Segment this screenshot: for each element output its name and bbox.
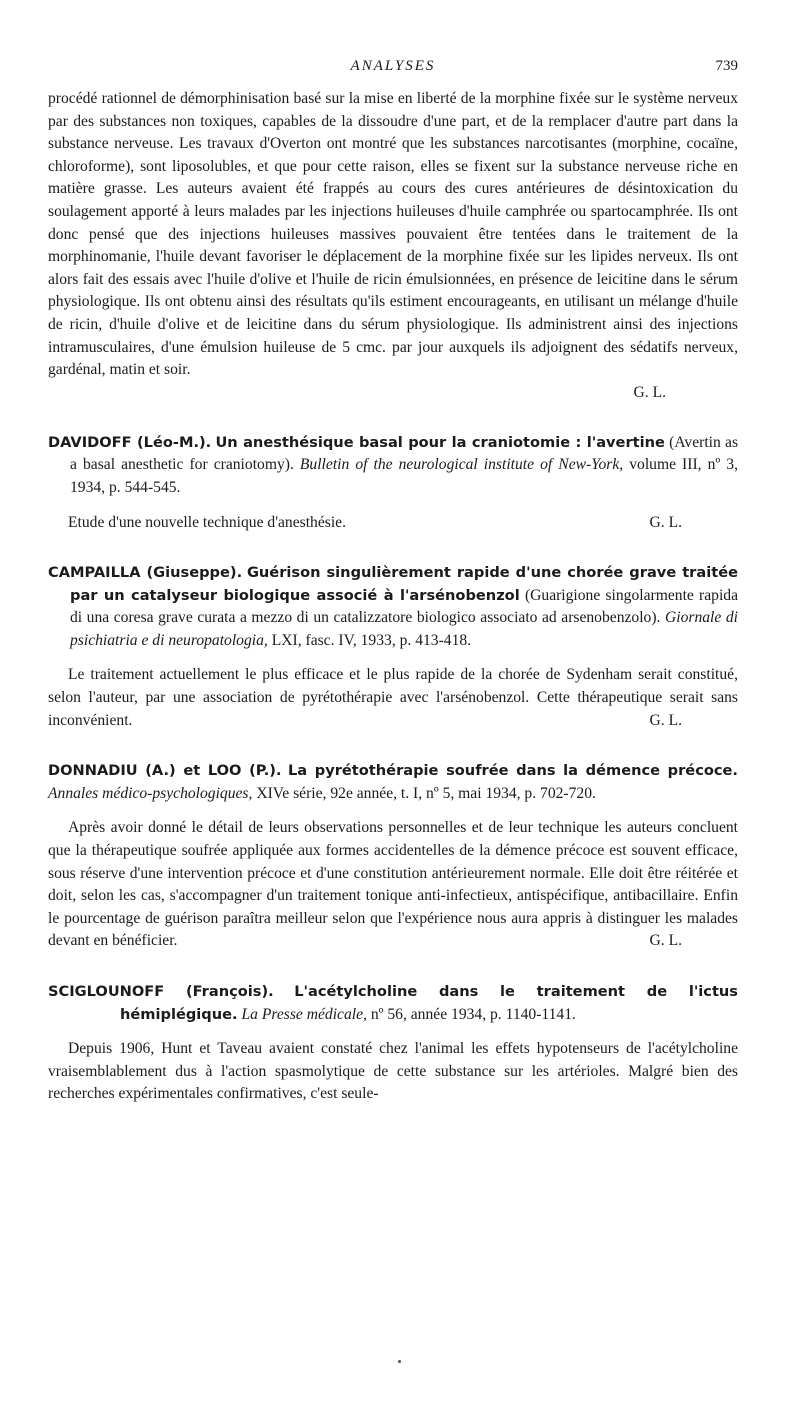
entry-title: La pyrétothérapie soufrée dans la démence précoce. <box>287 762 738 780</box>
entry-author: DAVIDOFF (Léo-M.). <box>48 433 212 451</box>
entry-donnadiu-loo <box>48 760 738 953</box>
entry-sciglounoff <box>48 981 738 1106</box>
running-header <box>48 58 738 88</box>
entry-title: Un anesthésique basal pour la craniotomie : l'avertine <box>215 433 665 451</box>
page-number: 739 <box>715 58 738 74</box>
entry-author: SCIGLOUNOFF (François). <box>48 983 274 1000</box>
entry-original-title: (Guarigione singolarmente rapida di una coresa grave curata a mezzo di un catalizzatore biologico associato ad arsenobenzolo). <box>70 586 738 627</box>
entry-title: L'acétylcholine dans le traitement de l'ictus hémiplégique. <box>120 983 738 1023</box>
entry-details: nº 56, année 1934, p. 1140-1141. <box>370 1005 576 1023</box>
page <box>48 58 738 1106</box>
entry-journal: La Presse médicale, <box>241 1005 367 1023</box>
entry-details: XIVe série, 92e année, t. I, nº 5, mai 1934, p. 702-720. <box>256 784 596 802</box>
entry-author: DONNADIU (A.) et LOO (P.). <box>48 762 282 780</box>
entry-summary: Depuis 1906, Hunt et Taveau avaient constaté chez l'animal les effets hypotenseurs de l'acétylcholine vraisemblablement dus à l'action spasmolytique de cette substance sur les artérioles. Malgré bien des recherches expérimentales confirmatives, c'est seule- <box>48 1040 738 1103</box>
print-speck <box>398 1360 401 1363</box>
entry-summary: Après avoir donné le détail de leurs observations personnelles et de leur technique les auteurs concluent que la thérapeutique soufrée appliquée aux formes accidentelles de la démence précoce est souvent efficace, sous réserve d'une intervention précoce et d'une constitution antérieurement normale. Elle doit être réitérée et doit, selon les cas, s'accompagner d'un traitement tonique anti-infectieux, antispécifique, antibacillaire. Enfin le pourcentage de guérison paraîtra meilleur selon que l'expérience nous aura appris à distinguer les malades devant en bénéficier. G. L. <box>48 817 738 953</box>
entry-author: CAMPAILLA (Giuseppe). <box>48 564 243 582</box>
entry-signature: G. L. <box>649 932 682 950</box>
entry-title: Guérison singulièrement rapide d'une chorée grave traitée par un catalyseur biologique associé à l'arsénobenzol <box>70 564 738 604</box>
entry-reference <box>48 562 738 652</box>
entry-journal: Bulletin of the neurological institute of New-York, <box>299 456 624 474</box>
running-title: ANALYSES <box>350 58 436 74</box>
entry-journal: Annales médico-psychologiques, <box>48 784 253 802</box>
entry-summary: Le traitement actuellement le plus efficace et le plus rapide de la chorée de Sydenham serait constitué, selon l'auteur, par une association de pyrétothérapie avec l'arsénobenzol. Cette thérapeutique serait sans inconvénient. G. L. <box>48 664 738 732</box>
entry-campailla <box>48 562 738 732</box>
entry-reference <box>48 981 738 1026</box>
entry-signature: G. L. <box>649 711 682 729</box>
entry-details: volume III, nº 3, 1934, p. 544-545. <box>70 456 738 496</box>
intro-signature: G. L. <box>633 383 666 401</box>
intro-paragraph: procédé rationnel de démorphinisation basé sur la mise en liberté de la morphine fixée sur le système nerveux par des substances non toxiques, capables de la dissoudre d'une part, et de la remplacer d'autre part dans la substance nerveuse. Les travaux d'Overton ont montré que les substances narcotisantes (morphine, cocaïne, chloroforme), sont liposolubles, et que pour cette raison, elles se fixent sur la substance nerveuse riche en matière grasse. Les auteurs avaient été frappés au cours des cures antérieures de désintoxication du soulagement apporté à leurs malades par les injections huileuses d'huile camphrée ou spartocamphrée. Ils ont donc pensé que des injections huileuses massives pouvaient être tentées dans le traitement de la morphinomanie, l'huile devant favoriser le déplacement de la morphine fixée sur les lipides nerveux. Ils ont alors fait des essais avec l'huile d'olive et l'huile de ricin émulsionnées, en présence de leicitine dans le sérum physiologique. Ils ont obtenu ainsi des résultats qu'ils estiment encourageants, en utilisant un mélange d'huile de ricin, d'huile d'olive et de leicitine dans du sérum physiologique. Ils administrent ainsi des injections intramusculaires, d'une émulsion huileuse de 5 cmc. par jour auxquels ils adjoignent des sédatifs nerveux, gardénal, matin et soir. <box>48 90 738 379</box>
entry-journal: Giornale di psichiatria e di neuropatologia, <box>70 609 738 649</box>
entry-davidoff <box>48 432 738 534</box>
entry-reference <box>48 760 738 805</box>
entry-original-title: (Avertin as a basal anesthetic for craniotomy). <box>70 433 739 474</box>
entry-signature: G. L. <box>649 513 682 531</box>
entry-details: LXI, fasc. IV, 1933, p. 413-418. <box>271 631 472 649</box>
entry-reference <box>48 432 738 500</box>
entry-summary: Etude d'une nouvelle technique d'anesthésie. G. L. <box>48 512 738 535</box>
